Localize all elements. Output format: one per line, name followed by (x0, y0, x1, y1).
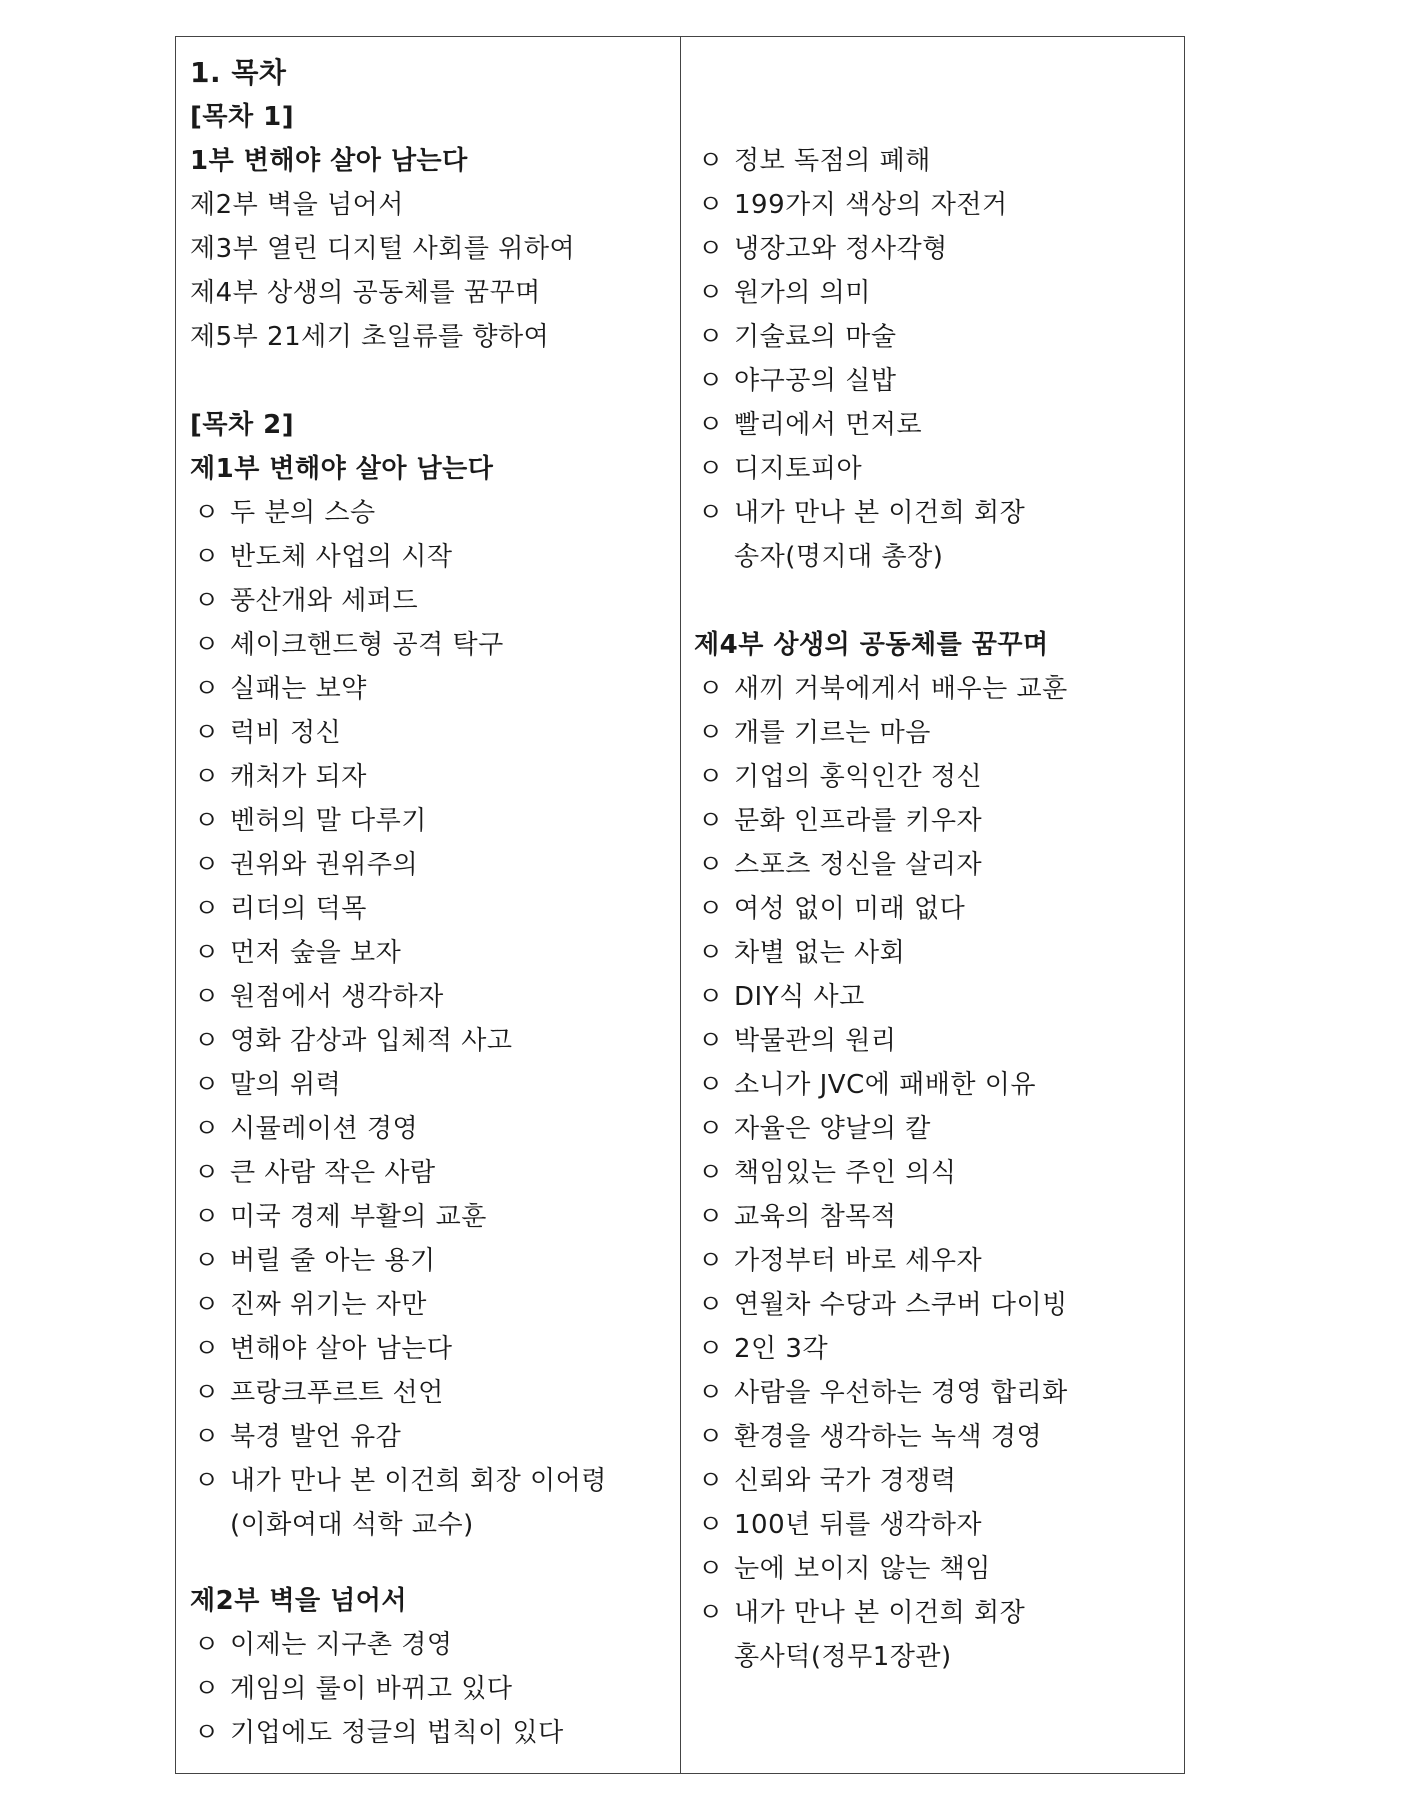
bullet-icon: ㅇ (194, 1158, 220, 1188)
list-item: ㅇ 정보 독점의 폐해 (694, 139, 931, 183)
bullet-icon: ㅇ (194, 718, 220, 748)
list-item: ㅇ 진짜 위기는 자만 (190, 1283, 427, 1327)
bullet-icon: ㅇ (194, 1026, 220, 1056)
bullet-icon: ㅇ (194, 1246, 220, 1276)
list-item: ㅇ 기업에도 정글의 법칙이 있다 (190, 1711, 564, 1755)
bullet-icon: ㅇ (698, 410, 724, 440)
list-item: ㅇ 프랑크푸르트 선언 (190, 1371, 444, 1415)
list-item: ㅇ 야구공의 실밥 (694, 359, 896, 403)
bullet-icon: ㅇ (698, 1466, 724, 1496)
list-item-continuation: 송자(명지대 총장) (734, 542, 944, 572)
list-item: ㅇ 책임있는 주인 의식 (694, 1151, 956, 1195)
bullet-icon: ㅇ (698, 278, 724, 308)
list-item: ㅇ 신뢰와 국가 경쟁력 (694, 1459, 956, 1503)
list-item: ㅇ 원가의 의미 (694, 271, 871, 315)
toc1-item: 제4부 상생의 공동체를 꿈꾸며 (190, 278, 541, 308)
list-item-continuation: 홍사덕(정무1장관) (734, 1642, 952, 1672)
bullet-icon: ㅇ (698, 762, 724, 792)
list-item: ㅇ 변해야 살아 남는다 (190, 1327, 452, 1371)
bullet-icon: ㅇ (194, 1070, 220, 1100)
bullet-icon: ㅇ (194, 1466, 220, 1496)
list-item: ㅇ 실패는 보약 (190, 667, 367, 711)
list-item: ㅇ 풍산개와 세퍼드 (190, 579, 418, 623)
list-item: ㅇ DIY식 사고 (694, 975, 865, 1019)
list-item: ㅇ 차별 없는 사회 (694, 931, 905, 975)
bullet-icon: ㅇ (698, 322, 724, 352)
list-item: ㅇ 리더의 덕목 (190, 887, 367, 931)
bullet-icon: ㅇ (698, 234, 724, 264)
right-column (694, 37, 1174, 1773)
list-item: ㅇ 눈에 보이지 않는 책임 (694, 1547, 991, 1591)
bullet-icon: ㅇ (194, 542, 220, 572)
bullet-icon: ㅇ (194, 1674, 220, 1704)
left-column (190, 37, 670, 1773)
bullet-icon: ㅇ (698, 190, 724, 220)
list-item: ㅇ 가정부터 바로 세우자 (694, 1239, 982, 1283)
list-item: ㅇ 여성 없이 미래 없다 (694, 887, 965, 931)
list-item: ㅇ 영화 감상과 입체적 사고 (190, 1019, 512, 1063)
bullet-icon: ㅇ (194, 762, 220, 792)
bullet-icon: ㅇ (194, 1202, 220, 1232)
list-item: ㅇ 자율은 양날의 칼 (694, 1107, 931, 1151)
list-item: ㅇ 교육의 참목적 (694, 1195, 896, 1239)
bullet-icon: ㅇ (698, 1554, 724, 1584)
bullet-icon: ㅇ (698, 1290, 724, 1320)
toc1-item: 제3부 열린 디지털 사회를 위하여 (190, 234, 576, 264)
bullet-icon: ㅇ (698, 1070, 724, 1100)
bullet-icon: ㅇ (194, 586, 220, 616)
bullet-icon: ㅇ (698, 1026, 724, 1056)
bullet-icon: ㅇ (698, 1510, 724, 1540)
list-item: ㅇ 럭비 정신 (190, 711, 341, 755)
list-item: ㅇ 권위와 권위주의 (190, 843, 418, 887)
bullet-icon: ㅇ (194, 1718, 220, 1748)
list-item-continuation: (이화여대 석학 교수) (230, 1510, 474, 1540)
bullet-icon: ㅇ (698, 1202, 724, 1232)
section-title: 1. 목차 (190, 56, 287, 89)
bullet-icon: ㅇ (194, 1290, 220, 1320)
bullet-icon: ㅇ (194, 630, 220, 660)
list-item: ㅇ 셰이크핸드형 공격 탁구 (190, 623, 504, 667)
bullet-icon: ㅇ (698, 1598, 724, 1628)
bullet-icon: ㅇ (698, 1378, 724, 1408)
bullet-icon: ㅇ (698, 366, 724, 396)
bullet-icon: ㅇ (194, 1422, 220, 1452)
list-item: ㅇ 빨리에서 먼저로 (694, 403, 922, 447)
bullet-icon: ㅇ (698, 1114, 724, 1144)
list-item: ㅇ 벤허의 말 다루기 (190, 799, 427, 843)
bullet-icon: ㅇ (698, 454, 724, 484)
bullet-icon: ㅇ (194, 1334, 220, 1364)
bullet-icon: ㅇ (698, 806, 724, 836)
column-divider (680, 37, 681, 1773)
bullet-icon: ㅇ (194, 1630, 220, 1660)
part1-heading: 제1부 변해야 살아 남는다 (190, 454, 494, 484)
bullet-icon: ㅇ (698, 894, 724, 924)
bullet-icon: ㅇ (194, 982, 220, 1012)
list-item: ㅇ 환경을 생각하는 녹색 경영 (694, 1415, 1042, 1459)
bullet-icon: ㅇ (698, 982, 724, 1012)
list-item: ㅇ 냉장고와 정사각형 (694, 227, 948, 271)
bullet-icon: ㅇ (194, 850, 220, 880)
toc2-header: [목차 2] (190, 410, 295, 440)
bullet-icon: ㅇ (698, 1246, 724, 1276)
part4-heading: 제4부 상생의 공동체를 꿈꾸며 (694, 630, 1049, 660)
list-item: ㅇ 먼저 숲을 보자 (190, 931, 401, 975)
list-item: ㅇ 버릴 줄 아는 용기 (190, 1239, 436, 1283)
toc1-item: 제2부 벽을 넘어서 (190, 190, 404, 220)
list-item: ㅇ 연월차 수당과 스쿠버 다이빙 (694, 1283, 1068, 1327)
list-item: ㅇ 시뮬레이션 경영 (190, 1107, 418, 1151)
list-item: ㅇ 소니가 JVC에 패배한 이유 (694, 1063, 1036, 1107)
list-item: ㅇ 100년 뒤를 생각하자 (694, 1503, 982, 1547)
list-item: ㅇ 말의 위력 (190, 1063, 341, 1107)
list-item: ㅇ 개를 기르는 마음 (694, 711, 931, 755)
toc1-header: [목차 1] (190, 102, 295, 132)
bullet-icon: ㅇ (194, 806, 220, 836)
bullet-icon: ㅇ (194, 938, 220, 968)
bullet-icon: ㅇ (698, 718, 724, 748)
list-item: ㅇ 박물관의 원리 (694, 1019, 896, 1063)
bullet-icon: ㅇ (194, 674, 220, 704)
list-item: ㅇ 스포츠 정신을 살리자 (694, 843, 982, 887)
toc-table (175, 36, 1185, 1774)
list-item: ㅇ 두 분의 스승 (190, 491, 376, 535)
list-item: ㅇ 2인 3각 (694, 1327, 828, 1371)
list-item: ㅇ 디지토피아 (694, 447, 862, 491)
bullet-icon: ㅇ (698, 498, 724, 528)
list-item: ㅇ 반도체 사업의 시작 (190, 535, 452, 579)
list-item: ㅇ 기술료의 마술 (694, 315, 896, 359)
bullet-icon: ㅇ (698, 674, 724, 704)
list-item: ㅇ 새끼 거북에게서 배우는 교훈 (694, 667, 1068, 711)
bullet-icon: ㅇ (194, 1378, 220, 1408)
part2-heading: 제2부 벽을 넘어서 (190, 1586, 408, 1616)
bullet-icon: ㅇ (698, 1158, 724, 1188)
list-item: ㅇ 이제는 지구촌 경영 (190, 1623, 452, 1667)
list-item: ㅇ 북경 발언 유감 (190, 1415, 401, 1459)
bullet-icon: ㅇ (698, 1334, 724, 1364)
list-item: ㅇ 큰 사람 작은 사람 (190, 1151, 436, 1195)
list-item: ㅇ 199가지 색상의 자전거 (694, 183, 1008, 227)
list-item: ㅇ 내가 만나 본 이건희 회장 (694, 1591, 1025, 1635)
list-item: ㅇ 미국 경제 부활의 교훈 (190, 1195, 487, 1239)
list-item: ㅇ 내가 만나 본 이건희 회장 (694, 491, 1025, 535)
bullet-icon: ㅇ (698, 850, 724, 880)
list-item: ㅇ 원점에서 생각하자 (190, 975, 444, 1019)
bullet-icon: ㅇ (698, 938, 724, 968)
toc1-item: 제5부 21세기 초일류를 향하여 (190, 322, 550, 352)
bullet-icon: ㅇ (698, 146, 724, 176)
toc1-item: 1부 변해야 살아 남는다 (190, 146, 468, 176)
bullet-icon: ㅇ (194, 894, 220, 924)
list-item: ㅇ 캐처가 되자 (190, 755, 367, 799)
bullet-icon: ㅇ (194, 498, 220, 528)
list-item: ㅇ 사람을 우선하는 경영 합리화 (694, 1371, 1068, 1415)
bullet-icon: ㅇ (698, 1422, 724, 1452)
list-item: ㅇ 기업의 홍익인간 정신 (694, 755, 982, 799)
list-item: ㅇ 내가 만나 본 이건희 회장 이어령 (190, 1459, 607, 1503)
list-item: ㅇ 게임의 룰이 바뀌고 있다 (190, 1667, 512, 1711)
list-item: ㅇ 문화 인프라를 키우자 (694, 799, 982, 843)
bullet-icon: ㅇ (194, 1114, 220, 1144)
